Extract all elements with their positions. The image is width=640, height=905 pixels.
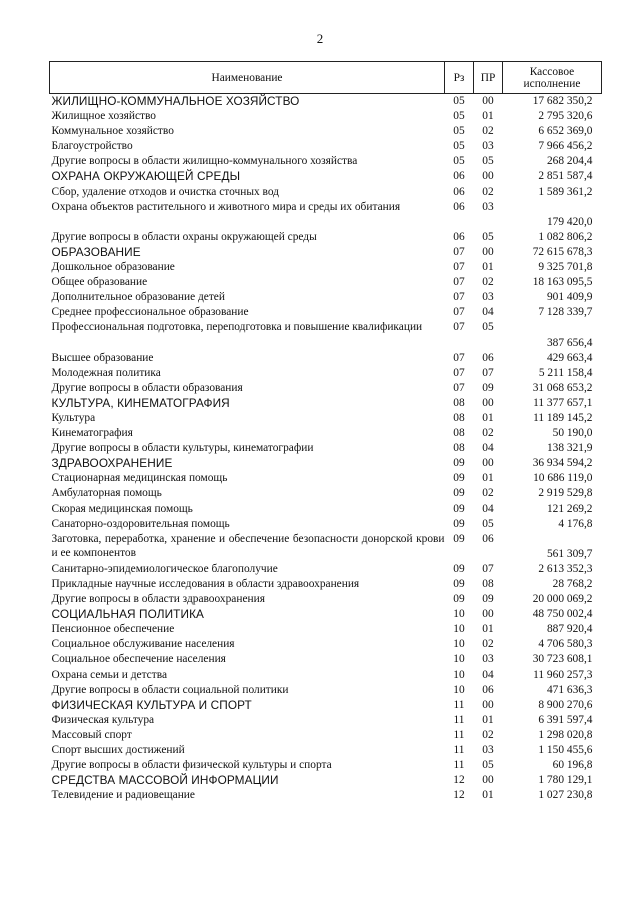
row-pr-code: 03	[482, 200, 494, 213]
table-row	[50, 637, 602, 652]
row-rz-code: 08	[453, 411, 465, 424]
row-name: Социальное обслуживание населения	[51, 638, 235, 651]
row-amount: 561 309,7	[546, 548, 593, 561]
table-row	[50, 683, 602, 698]
row-name: Другие вопросы в области жилищно-коммунального хозяйства	[51, 155, 358, 168]
table-row	[50, 305, 602, 320]
header-name: Наименование	[50, 62, 445, 94]
row-name: Профессиональная подготовка, переподготовка и повышение квалификации	[51, 321, 423, 334]
row-amount: 28 768,2	[552, 578, 593, 590]
row-rz-code: 10	[453, 638, 465, 651]
row-amount: 30 723 608,1	[532, 653, 593, 666]
row-rz-code: 10	[453, 653, 465, 666]
budget-execution-table	[49, 61, 602, 803]
row-amount: 387 656,4	[546, 337, 593, 350]
row-rz-code: 05	[453, 110, 465, 123]
table-row	[50, 124, 602, 139]
row-rz-code: 07	[453, 306, 465, 319]
table-row	[50, 668, 602, 683]
table-row	[50, 154, 602, 169]
row-name: Пенсионное обеспечение	[51, 623, 175, 636]
row-pr-code: 05	[482, 321, 494, 334]
row-name: Амбулаторная помощь	[51, 487, 162, 500]
table-row	[50, 139, 602, 154]
row-amount: 2 919 529,8	[538, 487, 593, 500]
row-name: Другие вопросы в области образования	[51, 381, 243, 394]
row-pr-code: 06	[482, 683, 494, 696]
row-name: Физическая культура	[51, 713, 155, 726]
row-rz-code: 05	[453, 140, 465, 153]
row-pr-code: 01	[482, 472, 494, 485]
row-pr-code: 09	[482, 593, 494, 606]
row-amount: 6 391 597,4	[538, 713, 593, 726]
row-pr-code: 02	[482, 728, 494, 741]
row-name: Другие вопросы в области охраны окружающей среды	[51, 230, 317, 243]
row-amount: 471 636,3	[546, 683, 593, 696]
row-pr-code: 02	[482, 276, 494, 289]
row-pr-code: 04	[482, 502, 494, 515]
row-name: КУЛЬТУРА, КИНЕМАТОГРАФИЯ	[51, 395, 230, 410]
table-section-row	[50, 245, 602, 260]
row-rz-code: 05	[453, 125, 465, 138]
table-row	[50, 426, 602, 441]
row-amount: 7 128 339,7	[538, 306, 593, 319]
row-rz-code: 12	[453, 789, 465, 802]
table-section-row	[50, 169, 602, 184]
row-name: Другие вопросы в области культуры, кинематографии	[51, 442, 314, 455]
row-name: ЖИЛИЩНО-КОММУНАЛЬНОЕ ХОЗЯЙСТВО	[51, 94, 300, 108]
row-amount: 2 795 320,6	[538, 110, 593, 123]
table-row	[50, 320, 602, 350]
row-amount: 1 298 020,8	[538, 728, 593, 741]
row-rz-code: 09	[453, 578, 465, 590]
page-number: 2	[316, 31, 324, 46]
row-amount: 1 150 455,6	[538, 744, 593, 757]
row-pr-code: 02	[482, 487, 494, 500]
row-pr-code: 00	[482, 698, 494, 711]
row-rz-code: 10	[453, 608, 465, 621]
row-amount: 901 409,9	[546, 291, 593, 304]
table-section-row	[50, 94, 602, 110]
row-amount: 1 027 230,8	[538, 789, 593, 802]
row-amount: 429 663,4	[546, 351, 593, 364]
row-name: Социальное обеспечение населения	[51, 653, 226, 666]
row-pr-code: 01	[482, 789, 494, 802]
row-amount: 887 920,4	[546, 623, 593, 636]
row-rz-code: 11	[453, 744, 465, 757]
table-row	[50, 275, 602, 290]
row-amount: 2 613 352,3	[538, 562, 593, 575]
row-pr-code: 02	[482, 427, 494, 440]
row-name: Культура	[51, 411, 96, 424]
row-name: Высшее образование	[51, 351, 154, 364]
row-name: Другие вопросы в области физической культуры и спорта	[51, 759, 332, 772]
table-row	[50, 109, 602, 124]
row-name: Коммунальное хозяйство	[51, 125, 174, 138]
row-amount: 5 211 158,4	[538, 366, 593, 379]
row-pr-code: 00	[482, 396, 494, 409]
row-name: Прикладные научные исследования в области здравоохранения	[51, 578, 360, 590]
row-rz-code: 10	[453, 623, 465, 636]
row-amount: 7 966 456,2	[538, 140, 593, 153]
row-name: СРЕДСТВА МАССОВОЙ ИНФОРМАЦИИ	[51, 773, 279, 788]
row-name: Спорт высших достижений	[51, 744, 185, 757]
row-name: Санаторно-оздоровительная помощь	[51, 517, 230, 530]
row-pr-code: 06	[482, 532, 494, 545]
row-amount: 10 686 119,0	[533, 472, 593, 485]
row-pr-code: 08	[482, 578, 494, 590]
row-amount: 179 420,0	[546, 216, 593, 229]
row-rz-code: 05	[453, 95, 465, 107]
row-name: Другие вопросы в области здравоохранения	[51, 593, 265, 606]
row-pr-code: 01	[482, 261, 494, 274]
row-amount: 8 900 270,6	[538, 698, 593, 711]
table-header-row	[50, 62, 602, 94]
row-amount: 11 377 657,1	[533, 396, 593, 409]
row-rz-code: 08	[453, 442, 465, 455]
row-pr-code: 01	[482, 713, 494, 726]
table-row	[50, 381, 602, 396]
row-pr-code: 05	[482, 517, 494, 530]
table-row	[50, 517, 602, 532]
row-name: Скорая медицинская помощь	[51, 502, 193, 515]
table-section-row	[50, 456, 602, 471]
row-name: Охрана объектов растительного и животного мира и среды их обитания	[51, 200, 401, 213]
row-rz-code: 05	[453, 155, 465, 168]
row-rz-code: 08	[453, 396, 465, 409]
table-row	[50, 185, 602, 200]
row-amount: 1 780 129,1	[538, 774, 593, 787]
row-name: ОБРАЗОВАНИЕ	[51, 244, 141, 259]
row-amount: 20 000 069,2	[532, 593, 593, 606]
row-pr-code: 00	[482, 774, 494, 787]
row-name: Другие вопросы в области социальной политики	[51, 683, 289, 696]
row-pr-code: 02	[482, 125, 494, 138]
row-pr-code: 07	[482, 562, 494, 575]
table-row	[50, 260, 602, 275]
row-amount: 50 190,0	[552, 427, 593, 440]
row-name: Жилищное хозяйство	[51, 110, 157, 123]
row-name: Массовый спорт	[51, 728, 132, 741]
row-rz-code: 09	[453, 457, 465, 470]
table-row	[50, 788, 602, 803]
row-name: Дополнительное образование детей	[51, 291, 225, 304]
row-rz-code: 11	[453, 698, 465, 711]
row-amount: 138 321,9	[546, 442, 593, 455]
row-pr-code: 00	[482, 457, 494, 470]
row-rz-code: 07	[453, 381, 465, 394]
table-row	[50, 502, 602, 517]
row-name: ФИЗИЧЕСКАЯ КУЛЬТУРА И СПОРТ	[51, 697, 252, 712]
row-pr-code: 02	[482, 185, 494, 198]
row-amount: 2 851 587,4	[538, 170, 593, 183]
row-amount: 72 615 678,3	[532, 245, 593, 258]
row-pr-code: 00	[482, 608, 494, 621]
row-rz-code: 06	[453, 185, 465, 198]
row-pr-code: 03	[482, 744, 494, 757]
row-rz-code: 07	[453, 276, 465, 289]
table-row	[50, 622, 602, 637]
row-pr-code: 04	[482, 668, 494, 681]
header-rz: Рз	[445, 62, 474, 94]
row-pr-code: 01	[482, 110, 494, 123]
row-rz-code: 06	[453, 200, 465, 213]
row-pr-code: 02	[482, 638, 494, 651]
table-row	[50, 486, 602, 501]
row-amount: 31 068 653,2	[532, 381, 593, 394]
row-pr-code: 00	[482, 170, 494, 183]
row-amount: 60 196,8	[552, 759, 593, 772]
row-rz-code: 06	[453, 170, 465, 183]
row-name: Общее образование	[51, 276, 148, 289]
row-pr-code: 04	[482, 306, 494, 319]
table-row	[50, 577, 602, 592]
row-rz-code: 07	[453, 261, 465, 274]
row-pr-code: 01	[482, 623, 494, 636]
row-rz-code: 10	[453, 668, 465, 681]
row-name: Охрана семьи и детства	[51, 668, 167, 681]
row-amount: 9 325 701,8	[538, 261, 593, 274]
row-rz-code: 11	[453, 728, 465, 741]
row-amount: 6 652 369,0	[538, 125, 593, 138]
table-section-row	[50, 773, 602, 788]
row-name: ЗДРАВООХРАНЕНИЕ	[51, 456, 173, 471]
row-pr-code: 04	[482, 442, 494, 455]
row-name: Санитарно-эпидемиологическое благополучие	[51, 562, 278, 575]
row-rz-code: 10	[453, 683, 465, 696]
header-sum: Кассовое исполнение	[503, 62, 602, 94]
row-name: Сбор, удаление отходов и очистка сточных вод	[51, 185, 279, 198]
table-row	[50, 532, 602, 562]
row-name: Заготовка, переработка, хранение и обеспечение безопасности донорской крови и ее компонентов	[51, 532, 445, 560]
table-row	[50, 713, 602, 728]
table-section-row	[50, 607, 602, 622]
table-row	[50, 758, 602, 773]
row-rz-code: 07	[453, 351, 465, 364]
table-body	[50, 94, 602, 804]
table-row	[50, 351, 602, 366]
header-pr: ПР	[474, 62, 503, 94]
row-rz-code: 07	[453, 245, 465, 258]
row-rz-code: 09	[453, 487, 465, 500]
row-rz-code: 11	[453, 759, 465, 772]
row-name: Молодежная политика	[51, 366, 161, 379]
row-rz-code: 12	[453, 774, 465, 787]
table-row	[50, 290, 602, 305]
row-pr-code: 09	[482, 381, 494, 394]
table-row	[50, 471, 602, 486]
row-amount: 121 269,2	[546, 502, 593, 515]
row-amount: 1 589 361,2	[538, 185, 593, 198]
table-row	[50, 562, 602, 577]
row-name: Благоустройство	[51, 140, 133, 153]
row-rz-code: 09	[453, 517, 465, 530]
row-name: СОЦИАЛЬНАЯ ПОЛИТИКА	[51, 607, 205, 622]
row-rz-code: 07	[453, 321, 465, 334]
row-name: Кинематография	[51, 427, 133, 440]
row-amount: 36 934 594,2	[532, 457, 593, 470]
row-rz-code: 08	[453, 427, 465, 440]
row-amount: 4 176,8	[558, 517, 593, 530]
table-section-row	[50, 396, 602, 411]
row-amount: 4 706 580,3	[538, 638, 593, 651]
row-pr-code: 07	[482, 366, 494, 379]
row-amount: 11 960 257,3	[533, 668, 593, 681]
row-rz-code: 09	[453, 502, 465, 515]
row-name: ОХРАНА ОКРУЖАЮЩЕЙ СРЕДЫ	[51, 169, 241, 184]
row-pr-code: 06	[482, 351, 494, 364]
row-rz-code: 09	[453, 532, 465, 545]
table-row	[50, 743, 602, 758]
row-rz-code: 07	[453, 366, 465, 379]
table-row	[50, 728, 602, 743]
table-row	[50, 441, 602, 456]
row-rz-code: 07	[453, 291, 465, 304]
row-pr-code: 00	[482, 95, 494, 107]
table-section-row	[50, 698, 602, 713]
row-name: Среднее профессиональное образование	[51, 306, 249, 319]
row-amount: 268 204,4	[546, 155, 593, 168]
row-rz-code: 09	[453, 472, 465, 485]
row-name: Стационарная медицинская помощь	[51, 472, 228, 485]
table-row	[50, 200, 602, 230]
row-name: Телевидение и радиовещание	[51, 789, 195, 802]
row-rz-code: 09	[453, 562, 465, 575]
table-row	[50, 592, 602, 607]
row-amount: 48 750 002,4	[532, 608, 593, 621]
row-amount: 11 189 145,2	[533, 411, 593, 424]
table-row	[50, 411, 602, 426]
table-row	[50, 652, 602, 667]
row-pr-code: 03	[482, 653, 494, 666]
row-amount: 17 682 350,2	[532, 95, 593, 107]
row-rz-code: 11	[453, 713, 465, 726]
row-rz-code: 09	[453, 593, 465, 606]
row-pr-code: 05	[482, 759, 494, 772]
row-pr-code: 05	[482, 155, 494, 168]
table-row	[50, 230, 602, 245]
row-pr-code: 05	[482, 230, 494, 243]
row-amount: 18 163 095,5	[532, 276, 593, 289]
row-name: Дошкольное образование	[51, 261, 175, 274]
row-rz-code: 06	[453, 230, 465, 243]
row-pr-code: 03	[482, 140, 494, 153]
table-row	[50, 366, 602, 381]
row-amount: 1 082 806,2	[538, 230, 593, 243]
row-pr-code: 03	[482, 291, 494, 304]
row-pr-code: 01	[482, 411, 494, 424]
row-pr-code: 00	[482, 245, 494, 258]
